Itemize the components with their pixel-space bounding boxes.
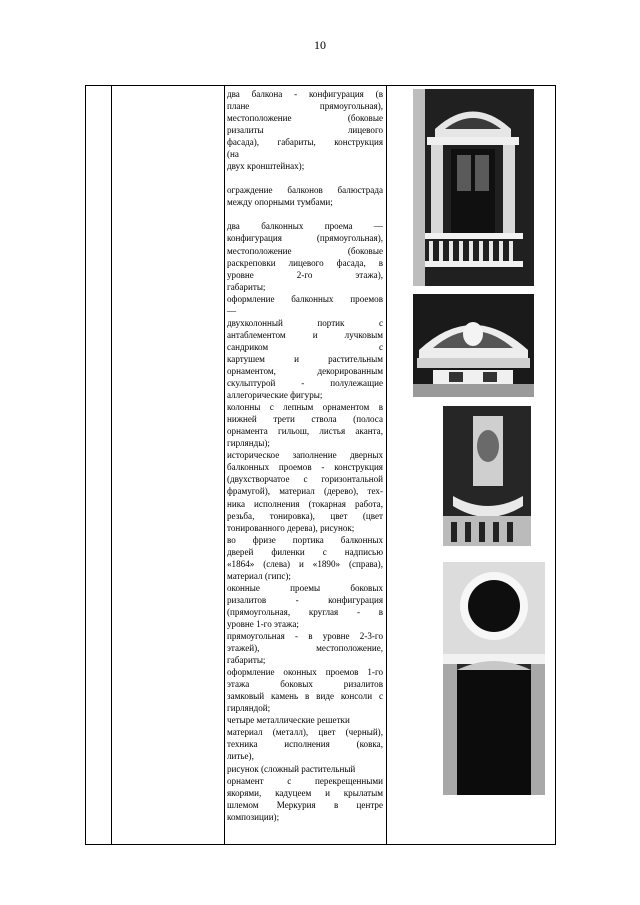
text-line: фрамугой), материал (дерево), тех- xyxy=(227,486,383,497)
text-line: гирляндой; xyxy=(227,703,271,714)
text-line: якорями, кадуцеем и крылатым xyxy=(227,787,383,798)
text-line: — xyxy=(227,305,237,316)
text-line: орнаментом, декорированным xyxy=(227,365,383,376)
text-line: колонны с лепным орнаментом в xyxy=(227,402,383,413)
text-line: гирлянды); xyxy=(227,438,270,449)
text-line: уровне 2-го этажа), xyxy=(227,269,383,280)
text-line: местоположение (боковые xyxy=(227,245,383,256)
text-line: сандриком с xyxy=(227,341,383,352)
text-line: габариты; xyxy=(227,655,266,666)
text-line: оформление балконных проемов xyxy=(227,293,383,304)
text-line: ризалитов - конфигурация xyxy=(227,594,383,605)
text-line: картушем и растительным xyxy=(227,353,383,364)
text-line: ника исполнения (токарная работа, xyxy=(227,498,383,509)
text-line: орнамента гильош, листья аканта, xyxy=(227,426,383,437)
text-line: нижней трети ствола (полоса xyxy=(227,414,383,425)
text-line: замковый камень в виде консоли с xyxy=(227,691,383,702)
text-line: «1864» (слева) и «1890» (справа), xyxy=(227,558,383,569)
text-line: двух кронштейнах); xyxy=(227,161,305,172)
text-line: материал (гипс); xyxy=(227,570,291,581)
description-cell xyxy=(227,88,383,823)
text-line: ризалиты лицевого xyxy=(227,125,383,136)
text-line: этажа боковых ризалитов xyxy=(227,679,383,690)
text-line: техника исполнения (ковка, xyxy=(227,739,383,750)
monument-table xyxy=(85,85,556,845)
text-line: оформление оконных проемов 1-го xyxy=(227,667,383,678)
text-line: двухколонный портик с xyxy=(227,317,383,328)
text-line: конфигурация (прямоугольная), xyxy=(227,233,383,244)
text-line: шлемом Меркурия в центре xyxy=(227,799,383,810)
page-number: 10 xyxy=(314,38,326,52)
text-line: два балкона - конфигурация (в xyxy=(227,89,383,99)
text-line: аллегорические фигуры; xyxy=(227,390,323,401)
text-line: (на xyxy=(227,149,239,160)
text-line: этажей), местоположение, xyxy=(227,643,383,654)
keystone-photo xyxy=(443,406,531,546)
text-line: рисунок (сложный растительный xyxy=(227,763,356,774)
text-line: дверей филенки с надписью xyxy=(227,546,383,557)
text-line: прямоугольная - в уровне 2-3-го xyxy=(227,631,383,642)
column-divider xyxy=(386,86,387,844)
text-line: литье), xyxy=(227,751,254,762)
text-line: резьба, тонировка), цвет (цвет xyxy=(227,510,383,521)
text-line: раскреповки лицевого фасада, в xyxy=(227,257,383,268)
round-window-photo xyxy=(443,562,545,795)
text-line: оконные проемы боковых xyxy=(227,582,383,593)
text-line: габариты; xyxy=(227,281,266,292)
text-line: (двухстворчатое с горизонтальной xyxy=(227,474,383,485)
balcony-portal-photo xyxy=(413,89,534,286)
text-line: два балконных проема — xyxy=(227,221,383,232)
text-line: орнамент с перекрещенными xyxy=(227,775,383,786)
text-line: местоположение (боковые xyxy=(227,113,383,124)
text-line: уровне 1-го этажа; xyxy=(227,618,299,629)
text-line: ограждение балконов балюстрада xyxy=(227,185,383,196)
pediment-photo xyxy=(413,294,534,397)
text-line: (прямоугольная, круглая - в xyxy=(227,606,383,617)
column-divider xyxy=(111,86,112,844)
text-line: историческое заполнение дверных xyxy=(227,450,383,461)
text-line: во фризе портика балконных xyxy=(227,534,383,545)
text-line: балконных проемов - конструкция xyxy=(227,462,383,473)
text-line: между опорными тумбами; xyxy=(227,197,333,208)
text-line: антаблементом и лучковым xyxy=(227,329,383,340)
text-line: скульптурой - полулежащие xyxy=(227,378,383,389)
text-line: тонированного дерева), рисунок; xyxy=(227,522,355,533)
column-divider xyxy=(224,86,225,844)
text-line: плане прямоугольная), xyxy=(227,101,383,112)
text-line: композиции); xyxy=(227,811,280,822)
text-line: фасада), габариты, конструкция xyxy=(227,137,383,148)
text-line: четыре металлические решетки xyxy=(227,715,350,726)
text-line: материал (металл), цвет (черный), xyxy=(227,727,383,738)
